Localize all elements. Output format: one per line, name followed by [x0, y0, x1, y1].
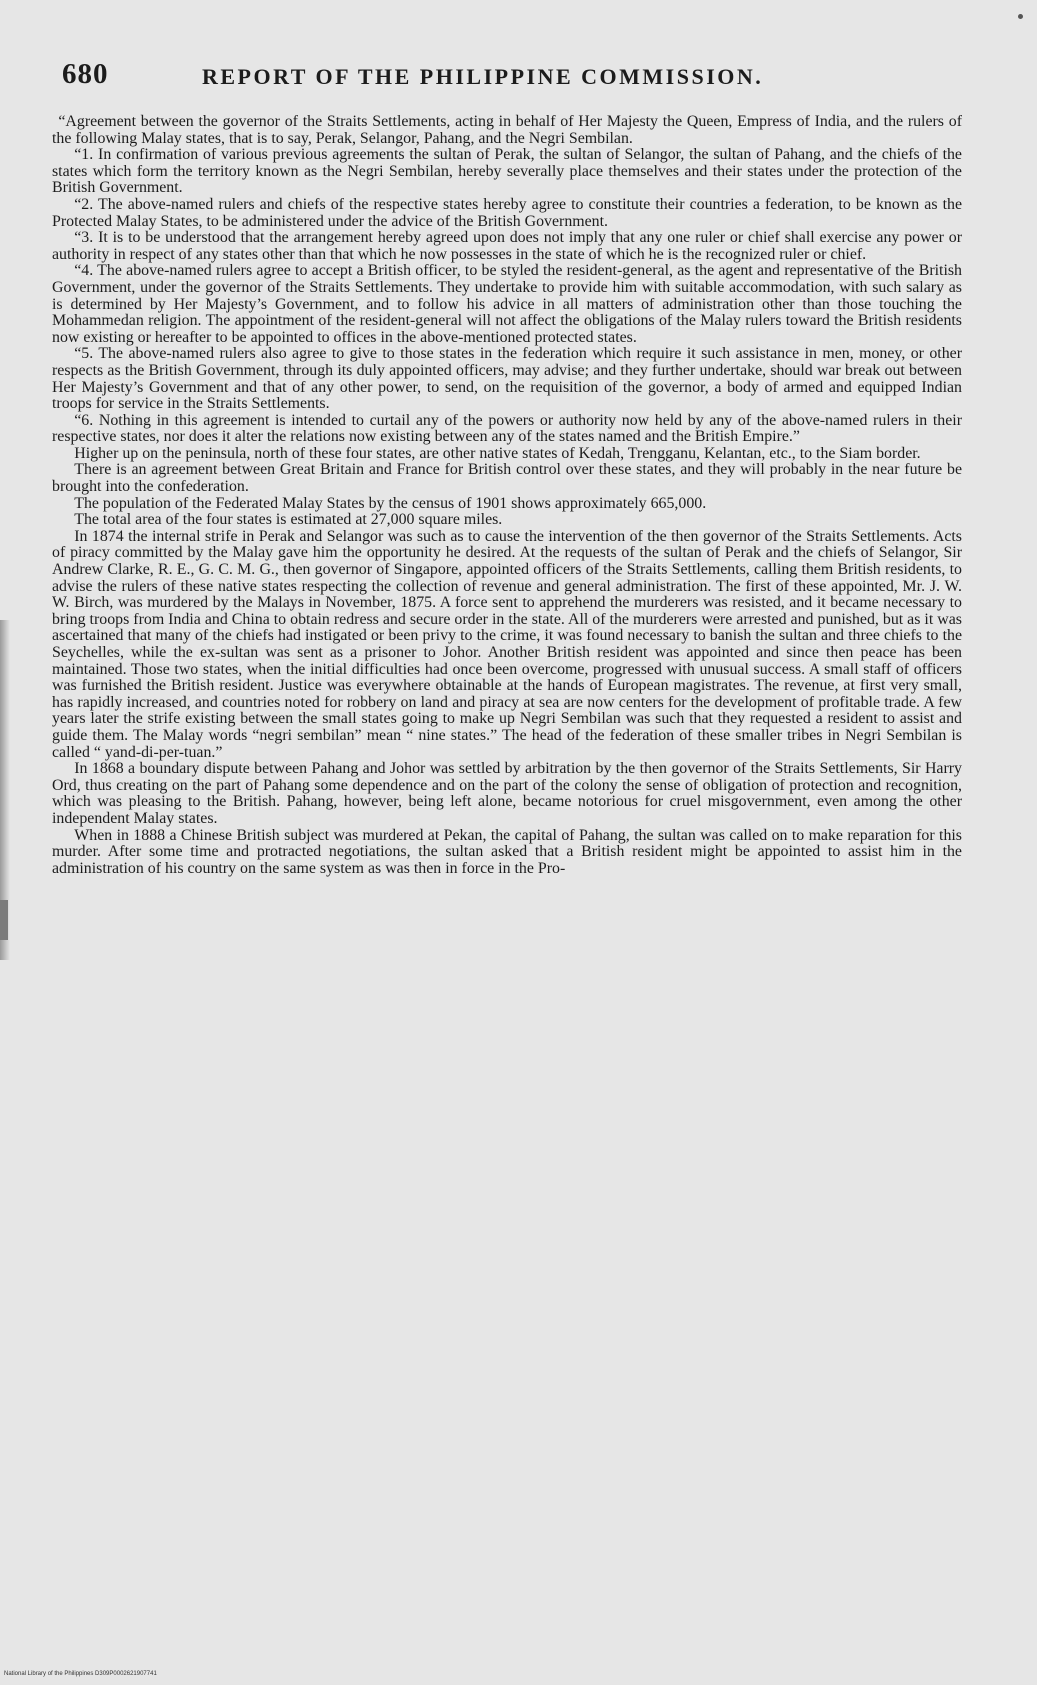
- page-number: 680: [62, 58, 109, 90]
- paragraph-history-1868: In 1868 a boundary dispute between Pahang and Johor was settled by arbitration by the then governor of the Straits Settlements, Sir Harry Ord, thus creating on the part of Pahang some dependence and on the part of the colony the sense of obligation of protection and recognition, which was pleasing to the British. Pahang, however, being left alone, became notorious for cruel misgovernment, even among the other independent Malay states.: [52, 760, 962, 827]
- agreement-article-4: “4. The above-named rulers agree to accept a British officer, to be styled the resident-general, as the agent and representative of the British Government, under the governor of the Straits Settlements. They undertake to provide him with suitable accommodation, with such salary as is determined by Her Majesty’s Government, and to follow his advice in all matters of administration other than those touching the Mohammedan religion. The appointment of the resident-general will not affect the obligations of the Malay rulers toward the British residents now existing or hereafter to be appointed to offices in the above-mentioned protected states.: [52, 262, 962, 346]
- paragraph-france-agreement: There is an agreement between Great Britain and France for British control over these states, and they will probably in the near future be brought into the confederation.: [52, 461, 962, 496]
- agreement-article-5: “5. The above-named rulers also agree to give to those states in the federation which require it such assistance in men, money, or other respects as the British Government, through its duly appointed officers, may advise; and they further undertake, should war break out between Her Majesty’s Government and that of any other power, to send, on the requisition of the governor, a body of armed and equipped Indian troops for service in the Straits Settlements.: [52, 345, 962, 413]
- agreement-article-2: “2. The above-named rulers and chiefs of the respective states hereby agree to constitute their countries a federation, to be known as the Protected Malay States, to be administered under the advice of the British Government.: [52, 195, 962, 230]
- agreement-article-6: “6. Nothing in this agreement is intended to curtail any of the powers or authority now held by any of the above-named rulers in their respective states, nor does it alter the relations now existing between any of the states named and the British Empire.”: [52, 411, 962, 446]
- agreement-preamble: “Agreement between the governor of the Straits Settlements, acting in behalf of Her Majesty the Queen, Empress of India, and the rulers of the following Malay states, that is to say, Perak, Selangor, Pahang, and the Negri Sembilan.: [52, 114, 962, 147]
- agreement-article-1: “1. In confirmation of various previous agreements the sultan of Perak, the sultan of Selangor, the sultan of Pahang, and the chiefs of the states which form the territory known as the Negri Sembilan, hereby severally place themselves and their states under the protection of the British Government.: [52, 146, 962, 197]
- page-header: [62, 58, 972, 98]
- binding-mark: [0, 900, 8, 940]
- paragraph-area: The total area of the four states is estimated at 27,000 square miles.: [74, 511, 503, 529]
- scan-credit: National Library of the Philippines D309P0002621907741: [4, 1671, 157, 1677]
- paragraph-northern-states: Higher up on the peninsula, north of these four states, are other native states of Kedah, Trengganu, Kelantan, etc., to the Siam border.: [74, 444, 921, 462]
- paragraph-history-1888: When in 1888 a Chinese British subject was murdered at Pekan, the capital of Pahang, the sultan was called on to make reparation for this murder. After some time and protracted negotiations, the sultan asked that a British resident might be appointed to assist him in the administration of his country on the same system as was then in force in the Pro-: [52, 826, 962, 877]
- paragraph-history-1874: In 1874 the internal strife in Perak and Selangor was such as to cause the intervention of the then governor of the Straits Settlements. Acts of piracy committed by the Malay gave him the opportunity he desired. At the requests of the sultan of Perak and the chiefs of Selangor, Sir Andrew Clarke, R. E., G. C. M. G., then governor of Singapore, appointed officers of the Straits Settlements, calling them British residents, to advise the rulers of these native states respecting the collection of revenue and general administration. The first of these appointed, Mr. J. W. W. Birch, was murdered by the Malays in November, 1875. A force sent to apprehend the murderers was resisted, and it became necessary to bring troops from India and China to obtain redress and secure order in the state. All of the murderers were arrested and punished, but as it was ascertained that many of the chiefs had instigated or been privy to the crime, it was found necessary to banish the sultan and three chiefs to the Seychelles, while the ex-sultan was sent as a prisoner to Johor. Another British resident was appointed and since then peace has been maintained. Those two states, when the initial difficulties had once been overcome, progressed with unusual success. A small staff of officers was furnished the British resident. Justice was everywhere obtainable at the hands of European magistrates. The revenue, at first very small, has rapidly increased, and countries noted for robbery on land and piracy at sea are now centers for the development of profitable trade. A few years later the strife existing between the small states going to make up Negri Sembilan was such that they requested a resident to assist and guide them. The Malay words “negri sembilan” mean “ nine states.” The head of the federation of these smaller tribes in Negri Sembilan is called “ yand-di-per-tuan.”: [52, 527, 962, 761]
- body-text: [52, 114, 962, 1634]
- paragraph-population: The population of the Federated Malay States by the census of 1901 shows approximately 665,000.: [74, 494, 707, 512]
- scan-speck: [1018, 14, 1023, 19]
- agreement-article-3: “3. It is to be understood that the arrangement hereby agreed upon does not imply that any one ruler or chief shall exercise any power or authority in respect of any states other than that which he now possesses in the state of which he is the recognized ruler or chief.: [52, 229, 962, 263]
- running-head: REPORT OF THE PHILIPPINE COMMISSION.: [202, 64, 764, 89]
